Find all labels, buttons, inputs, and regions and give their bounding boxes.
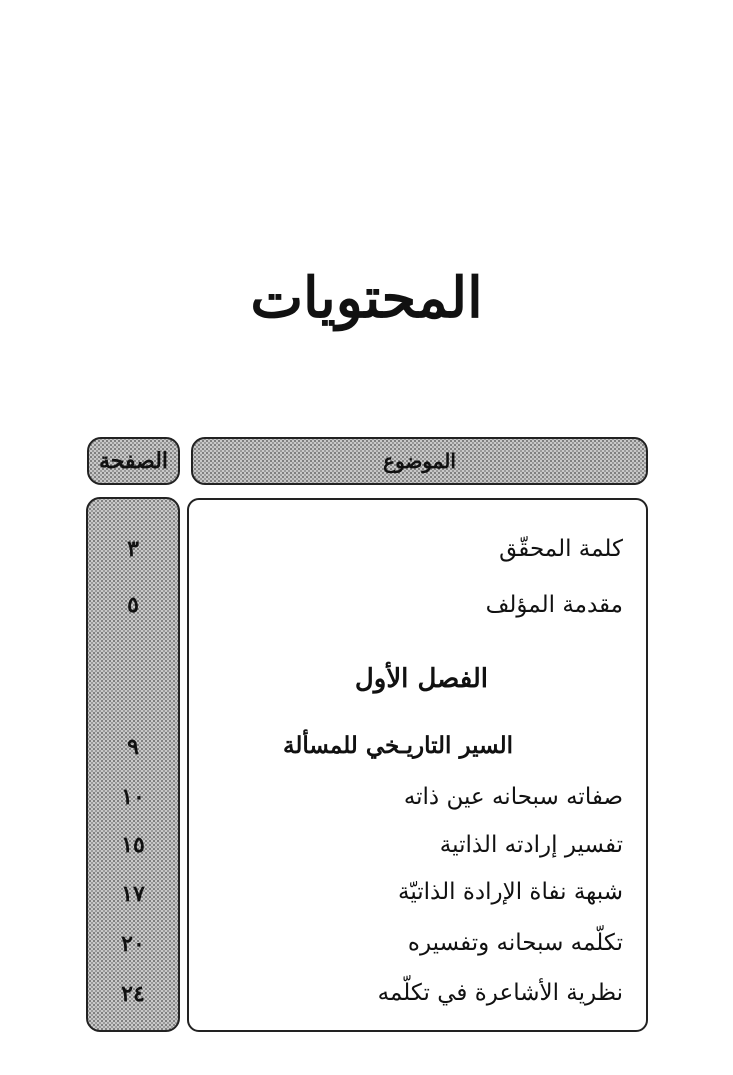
page-title: المحتويات — [250, 265, 483, 331]
topic-column-header — [191, 437, 648, 485]
toc-entry-topic: كلمة المحقّق — [499, 536, 623, 562]
toc-entry-topic: صفاته سبحانه عين ذاته — [403, 784, 623, 810]
topic-column-header-label: الموضوع — [383, 449, 456, 473]
toc-entry-page: ١٠ — [121, 784, 145, 810]
toc-entry-page: ١٧ — [121, 881, 145, 907]
toc-entry-topic: تفسير إرادته الذاتية — [439, 832, 623, 858]
toc-entry-topic: مقدمة المؤلف — [485, 592, 623, 618]
toc-entry-page: ٥ — [127, 592, 139, 618]
toc-entry-topic: السير التاريـخي للمسألة — [283, 732, 513, 759]
toc-entry-page: ٩ — [127, 734, 139, 760]
toc-entry-topic: شبهة نفاة الإرادة الذاتيّة — [397, 879, 623, 905]
page-column-header — [87, 437, 180, 485]
toc-entry-page: ٢٤ — [121, 981, 145, 1007]
toc-entry-page: ٢٠ — [121, 931, 145, 957]
chapter-heading: الفصل الأول — [354, 664, 488, 694]
page-column-header-label: الصفحة — [98, 448, 169, 474]
toc-entry-topic: نظرية الأشاعرة في تكلّمه — [377, 980, 623, 1006]
toc-entry-page: ٣ — [127, 536, 139, 562]
toc-entry-page: ١٥ — [121, 832, 145, 858]
toc-entry-topic: تكلّمه سبحانه وتفسيره — [407, 930, 623, 956]
